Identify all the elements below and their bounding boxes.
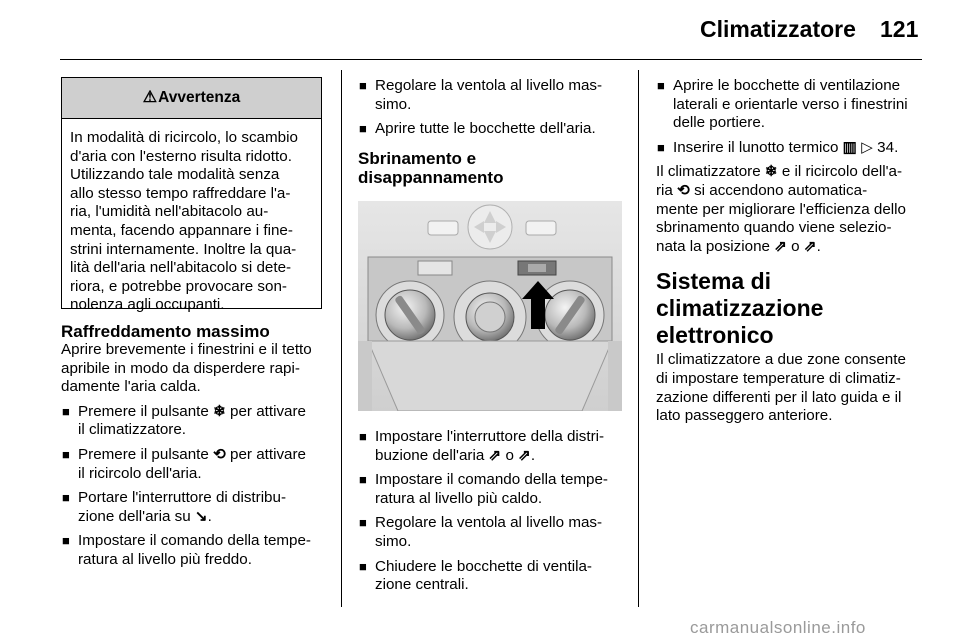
warning-line: Utilizzando tale modalità senza [70, 166, 280, 184]
page-number: 121 [880, 16, 919, 42]
page-header-title: Climatizzatore [700, 16, 856, 42]
list-item: ■ Premere il pulsante ⟲ per attivare il ricircolo dell'aria. [62, 445, 307, 482]
warning-triangle-icon: ⚠ [142, 89, 158, 106]
bullet-list [656, 77, 924, 157]
warning-line: strini internamente. Inoltre la qua- [70, 240, 297, 258]
bullet-icon: ■ [359, 472, 367, 488]
bullet-icon: ■ [62, 403, 70, 419]
bullet-icon: ■ [359, 121, 367, 137]
section-title: Raffreddamento massimo [61, 322, 270, 341]
bullet-icon: ■ [657, 139, 665, 155]
watermark: carmanualsonline.info [690, 618, 866, 637]
bullet-icon: ■ [359, 429, 367, 444]
warning-line: ria, l'umidità nell'abitacolo au- [70, 203, 269, 221]
auto-activation-paragraph: Il climatizzatore ❄ e il ricircolo dell'a- ria ⟲ si accendono automatica- mente per migliorare l'efficienza dello sbrinamento quando viene selezio- nata la posizione ⇗ o ⇗. [656, 163, 906, 255]
ac-snowflake-icon: ❄ [764, 163, 778, 181]
section-title: Sbrinamento e disappannamento [358, 148, 504, 187]
list-item: ■ Inserire il lunotto termico ▥ ▷ 34. [657, 138, 899, 156]
intro-line: apribile in modo da disperdere rapi- [61, 359, 300, 377]
climate-control-panel-photo [358, 201, 622, 411]
section-max-cooling [61, 322, 326, 576]
defrost-windscreen-icon: ⇗ [488, 446, 502, 464]
section-title: Sistema di climatizzazione elettronico [656, 268, 824, 349]
defrost-footwell-icon: ⇗ [803, 237, 817, 255]
warning-line: riora, e potrebbe provocare son- [70, 277, 287, 295]
list-item: ■ Impostare il comando della tempe- ratura al livello più freddo. [62, 532, 311, 568]
bullet-icon: ■ [62, 490, 70, 506]
list-item: ■ Regolare la ventola al livello mas- simo. [359, 514, 603, 550]
list-item: ■ Regolare la ventola al livello mas- simo. [359, 77, 603, 113]
warning-line: lità dell'aria nell'abitacolo si dete- [70, 259, 292, 277]
header-rule [60, 59, 922, 60]
bullet-list [61, 403, 326, 570]
warning-line: In modalità di ricircolo, lo scambio [70, 129, 298, 146]
warning-header [62, 78, 321, 119]
intro-line: Aprire brevemente i finestrini e il tetto [61, 341, 312, 358]
section-body: Il climatizzatore a due zone consente di impostare temperature di climatiz- zazione differenti per il lato guida e il lato passeggero anteriore. [656, 351, 906, 425]
warning-line: d'aria con l'esterno risulta ridotto. [70, 147, 292, 165]
list-item: ■ Impostare il comando della tempe- ratura al livello più caldo. [359, 471, 608, 507]
warning-line: nolenza agli occupanti. [70, 296, 225, 314]
air-distribution-icon: ↘ [194, 507, 208, 525]
bullet-list [358, 428, 626, 595]
defrost-footwell-icon: ⇗ [518, 446, 531, 464]
bullet-icon: ■ [359, 515, 367, 531]
bullet-icon: ■ [62, 533, 70, 549]
warning-line: menta, facendo appannare i fine- [70, 221, 293, 239]
column-3 [656, 77, 924, 426]
list-item: ■ Impostare l'interruttore della distri- buzione dell'aria ⇗ o ⇗. [359, 428, 605, 464]
list-item: ■ Chiudere le bocchette di ventila- zione centrali. [359, 557, 592, 594]
recirculation-icon: ⟲ [677, 181, 690, 199]
defrost-windscreen-icon: ⇗ [774, 237, 787, 255]
bullet-icon: ■ [359, 558, 367, 574]
bullet-list [358, 77, 626, 139]
list-item: ■ Premere il pulsante ❄ per attivare il climatizzatore. [62, 402, 307, 439]
bullet-icon: ■ [359, 78, 367, 93]
bullet-icon: ■ [62, 446, 70, 462]
warning-line: allo stesso tempo raffreddare l'a- [70, 184, 291, 202]
section-intro [61, 341, 326, 397]
column-divider [638, 70, 639, 607]
list-item: ■ Aprire tutte le bocchette dell'aria. [359, 120, 596, 138]
list-item: ■ Portare l'interruttore di distribu- zione dell'aria su ↘. [62, 489, 287, 525]
intro-line: damente l'aria calda. [61, 378, 201, 396]
column-2-bottom [358, 428, 626, 601]
column-divider [341, 70, 342, 607]
page-reference-icon: ▷ [861, 138, 873, 156]
warning-title: Avvertenza [158, 89, 241, 106]
list-item: ■ Aprire le bocchette di ventilazione laterali e orientarle verso i finestrini delle portiere. [657, 77, 908, 132]
ac-snowflake-icon: ❄ [213, 402, 226, 420]
rear-window-heater-icon: ▥ [842, 138, 858, 156]
warning-text [62, 119, 321, 315]
bullet-icon: ■ [657, 78, 665, 93]
warning-box [61, 77, 322, 314]
column-2-top [358, 77, 626, 187]
recirculation-icon: ⟲ [213, 445, 226, 463]
